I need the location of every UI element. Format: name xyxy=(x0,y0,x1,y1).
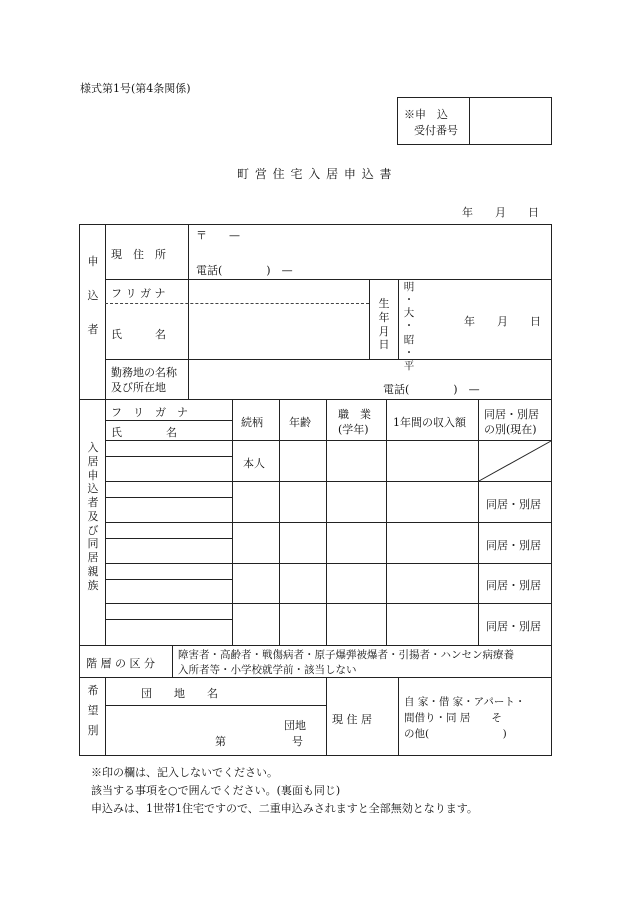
cohabit-option[interactable]: 同居・別居 xyxy=(486,579,541,592)
form-id: 様式第1号(第4条関係) xyxy=(80,82,191,95)
note-1: ※印の欄は、記入しないでください。 xyxy=(91,766,278,779)
family-furigana-header: フ リ ガ ナ xyxy=(111,406,188,419)
page-title: 町 営 住 宅 入 居 申 込 書 xyxy=(237,167,393,181)
cohabit-option[interactable]: 同居・別居 xyxy=(486,498,541,511)
estate-suffix: 団地 xyxy=(284,719,306,732)
residence-options-3[interactable]: の他( ) xyxy=(404,728,507,740)
era-options[interactable]: 明 ・ 大 ・ 昭 ・ 平 xyxy=(403,281,415,372)
furigana-field[interactable] xyxy=(190,281,368,302)
receipt-number-field[interactable] xyxy=(470,98,550,144)
cohabit-option[interactable]: 同居・別居 xyxy=(486,620,541,633)
estate-name-label: 団 地 名 xyxy=(141,687,218,700)
workplace-label: 勤務地の名称 xyxy=(111,366,177,379)
category-options[interactable]: 障害者・高齢者・戦傷病者・原子爆弾被爆者・引揚者・ハンセン病療養 xyxy=(178,649,514,661)
application-date[interactable]: 年 月 日 xyxy=(462,206,539,219)
birth-date-label: 生 年 月 日 xyxy=(378,297,390,352)
cohabit-header: 同居・別居 xyxy=(484,408,539,421)
note-2: 該当する事項を○で囲んでください。(裏面も同じ) xyxy=(91,784,341,797)
note-3: 申込みは、1世帯1住宅ですので、二重申込みされますと全部無効となります。 xyxy=(91,802,478,815)
family-section-label: 入 居 申 込 者 及 び 同 居 親 族 xyxy=(87,441,99,592)
estate-number[interactable]: 第 号 xyxy=(215,735,303,748)
family-name-header: 氏 名 xyxy=(111,426,177,439)
address-phone-field[interactable]: 電話( ) — xyxy=(196,264,293,277)
name-field[interactable] xyxy=(190,305,368,358)
self-relation: 本人 xyxy=(243,457,265,470)
job-header: 職 業 xyxy=(338,408,371,421)
residence-options[interactable]: 自 家・借 家・アパート・ xyxy=(404,696,526,708)
birth-date-field[interactable]: 年 月 日 xyxy=(464,315,541,328)
residence-options-2[interactable]: 間借り・同 居 そ xyxy=(404,712,502,724)
age-header: 年齢 xyxy=(289,416,311,429)
relation-header: 続柄 xyxy=(241,416,263,429)
category-options-2[interactable]: 入所者等・小学校就学前・該当しない xyxy=(178,664,357,676)
furigana-label: フ リ ガ ナ xyxy=(111,287,166,300)
cohabit-header-2: の別(現在) xyxy=(484,423,537,436)
cohabit-option[interactable]: 同居・別居 xyxy=(486,539,541,552)
income-header: 1年間の収入額 xyxy=(393,416,466,429)
preference-section-label: 希 望 別 xyxy=(87,684,99,737)
postal-code-field[interactable]: 〒 — xyxy=(196,229,240,242)
current-residence-label: 現 住 居 xyxy=(332,713,372,726)
applicant-section-label: 申 込 者 xyxy=(87,255,99,336)
diagonal-strike xyxy=(478,440,552,482)
address-label: 現 住 所 xyxy=(111,248,166,261)
name-label: 氏 名 xyxy=(111,328,166,341)
workplace-phone-field[interactable]: 電話( ) — xyxy=(383,383,480,396)
workplace-label-2: 及び所在地 xyxy=(111,381,166,394)
job-header-2: (学年) xyxy=(338,423,369,436)
receipt-label-2: 受付番号 xyxy=(414,124,458,137)
category-label: 階 層 の 区 分 xyxy=(86,657,155,670)
receipt-label: ※申 込 xyxy=(404,108,448,121)
